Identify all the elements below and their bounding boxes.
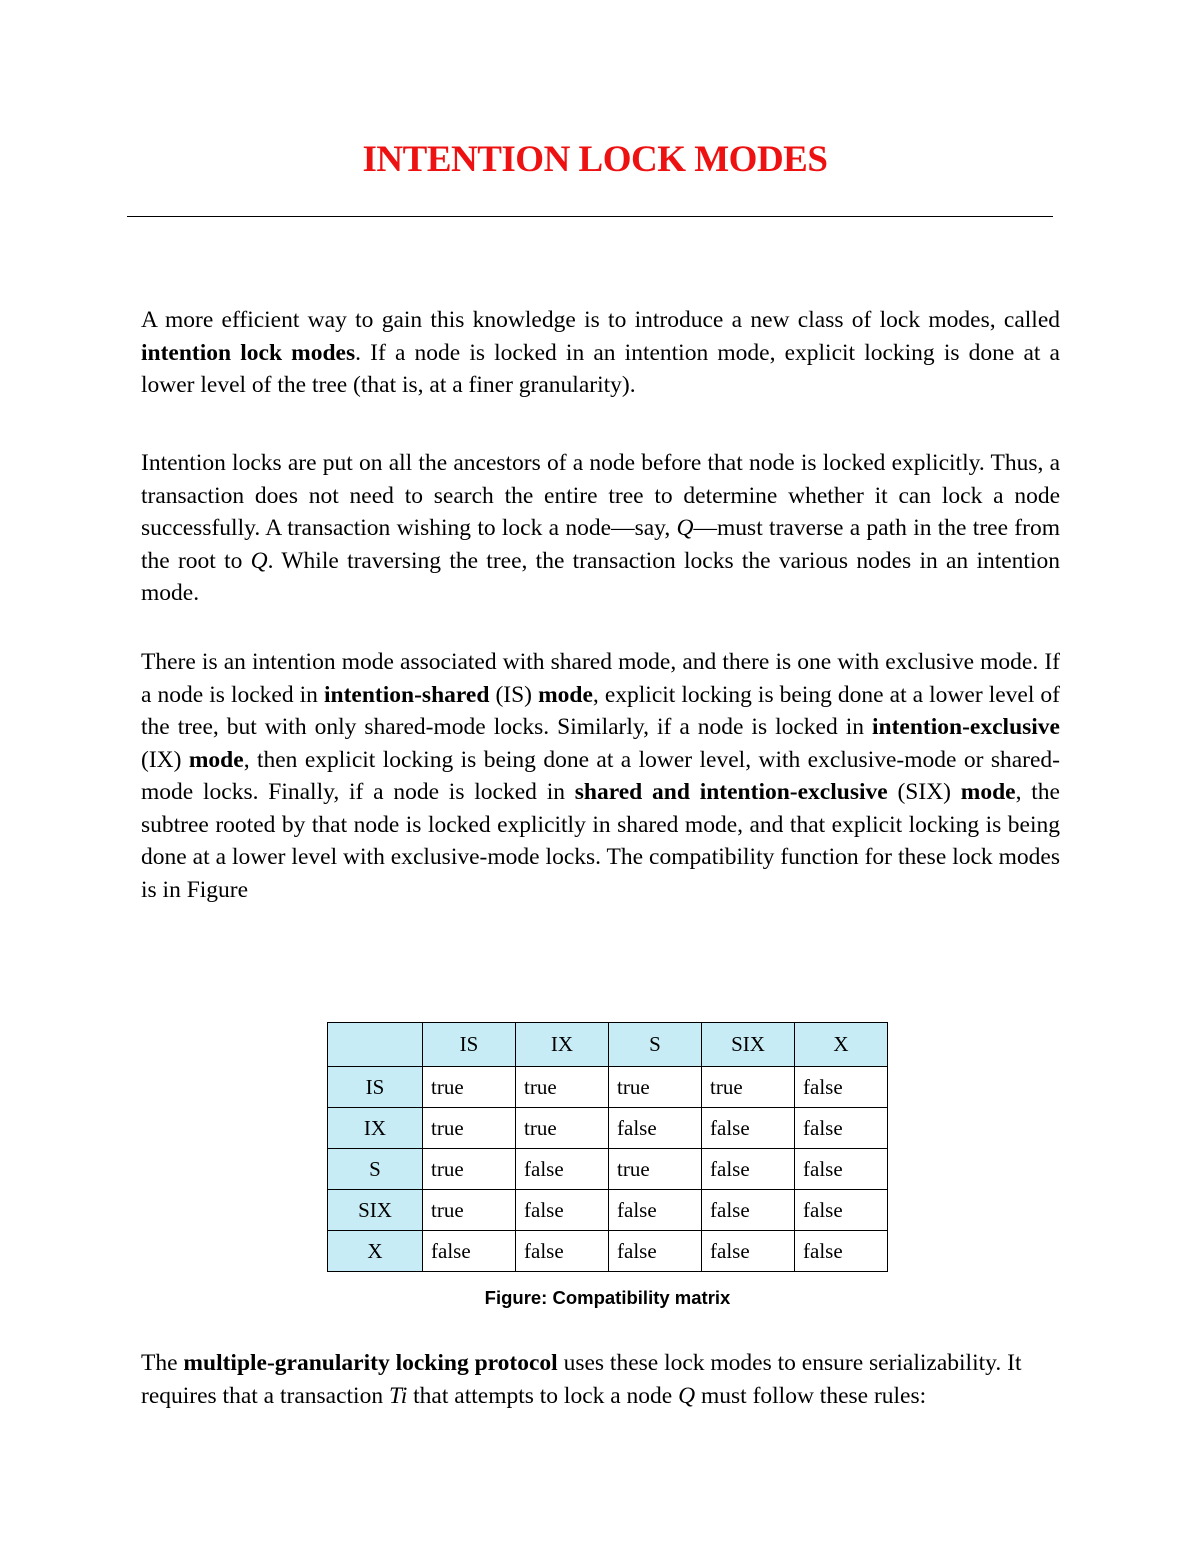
matrix-cell: true [702, 1067, 795, 1108]
matrix-row-header: IX [328, 1108, 423, 1149]
matrix-cell: false [516, 1190, 609, 1231]
table-row [328, 1231, 888, 1272]
p3-bold-mode: mode [538, 681, 593, 708]
matrix-cell: true [609, 1149, 702, 1190]
p3-text-end: , the subtree rooted by that node is locked explicitly in shared mode, and that explicit locking is being done at a lower level with exclusive-mode locks. The compatibility function for these lock modes is in Figure [141, 779, 1060, 903]
matrix-cell: false [516, 1149, 609, 1190]
p4-var-ti: Ti [388, 1382, 408, 1409]
p4-text: The [141, 1350, 184, 1376]
p3-bold-ix: intention-exclusive [872, 714, 1060, 740]
paragraph-protocol [141, 1347, 1071, 1412]
p3-abbr-ix: (IX) [141, 746, 189, 773]
table-row [328, 1149, 888, 1190]
p4-text-3: that attempts to lock a node [407, 1382, 679, 1409]
matrix-cell: false [609, 1231, 702, 1272]
matrix-cell: false [702, 1149, 795, 1190]
table-row [328, 1108, 888, 1149]
matrix-cell: false [702, 1231, 795, 1272]
matrix-cell: false [423, 1231, 516, 1272]
p3-bold-mode-3: mode [960, 779, 1016, 805]
matrix-row-header: IS [328, 1067, 423, 1108]
p2-text-mid: —must traverse a path in the tree from the root to [141, 515, 1060, 574]
matrix-header-row [328, 1023, 888, 1067]
matrix-cell: false [516, 1231, 609, 1272]
p3-text-3: , then explicit locking is being done at a lower level, with exclusive-mode or shared-mode locks. Finally, if a node is locked in [141, 746, 1060, 805]
matrix-cell: false [609, 1108, 702, 1149]
p2-text-end: . While traversing the tree, the transaction locks the various nodes in an intention mode. [141, 547, 1060, 606]
p1-text-end: . If a node is locked in an intention mode, explicit locking is done at a lower level of the tree (that is, at a finer granularity). [141, 339, 1060, 398]
p4-text-2: uses these lock modes to ensure serializability. It requires that a transaction [141, 1350, 1022, 1409]
p3-bold-is: intention-shared [324, 681, 490, 708]
matrix-cell: true [423, 1067, 516, 1108]
p3-text: There is an intention mode associated with shared mode, and there is one with exclusive mode. If a node is locked in [141, 649, 1060, 708]
matrix-cell: true [423, 1190, 516, 1231]
matrix-col-header: X [795, 1023, 888, 1067]
compatibility-matrix [327, 1022, 888, 1272]
p4-bold-term: multiple-granularity locking protocol [183, 1350, 558, 1376]
matrix-cell: false [702, 1108, 795, 1149]
matrix-cell: true [609, 1067, 702, 1108]
table-row [328, 1067, 888, 1108]
p4-var-q: Q [678, 1382, 696, 1409]
p3-bold-mode-2: mode [188, 746, 244, 773]
matrix-col-header: SIX [702, 1023, 795, 1067]
matrix-row-header: SIX [328, 1190, 423, 1231]
matrix-col-header: IS [423, 1023, 516, 1067]
p3-abbr-is: (IS) [489, 681, 539, 708]
p3-bold-six: shared and intention-exclusive [574, 779, 888, 805]
matrix-cell: false [795, 1067, 888, 1108]
matrix-corner-cell [328, 1023, 423, 1067]
matrix-col-header: IX [516, 1023, 609, 1067]
matrix-cell: false [795, 1190, 888, 1231]
p4-text-end: must follow these rules: [695, 1382, 927, 1409]
p1-bold-term: intention lock modes [141, 339, 356, 366]
matrix-cell: false [702, 1190, 795, 1231]
paragraph-ancestors [141, 447, 1060, 610]
p3-abbr-six: (SIX) [887, 779, 961, 805]
matrix-cell: false [609, 1190, 702, 1231]
matrix-cell: true [423, 1149, 516, 1190]
title-divider [127, 216, 1053, 217]
matrix-cell: true [423, 1108, 516, 1149]
matrix-cell: false [795, 1149, 888, 1190]
matrix-col-header: S [609, 1023, 702, 1067]
p1-text: A more efficient way to gain this knowledge is to introduce a new class of lock modes, called [141, 307, 1060, 333]
page-title: INTENTION LOCK MODES [362, 139, 828, 180]
p2-var-q: Q [676, 515, 694, 541]
matrix-row-header: S [328, 1149, 423, 1190]
matrix-cell: false [795, 1231, 888, 1272]
p2-var-q-2: Q [250, 547, 268, 574]
matrix-cell: true [516, 1108, 609, 1149]
p2-text: Intention locks are put on all the ancestors of a node before that node is locked explicitly. Thus, a transaction does not need to search the entire tree to determine whether it can lock a node successfully. A transaction wishing to lock a node—say, [141, 450, 1060, 541]
matrix-cell: true [516, 1067, 609, 1108]
paragraph-intro [141, 304, 1060, 402]
table-row [328, 1190, 888, 1231]
paragraph-modes [141, 646, 1060, 906]
figure-caption: Figure: Compatibility matrix [484, 1287, 731, 1308]
matrix-row-header: X [328, 1231, 423, 1272]
p3-text-2: , explicit locking is being done at a lower level of the tree, but with only shared-mode locks. Similarly, if a node is locked in [141, 681, 1061, 740]
matrix-cell: false [795, 1108, 888, 1149]
